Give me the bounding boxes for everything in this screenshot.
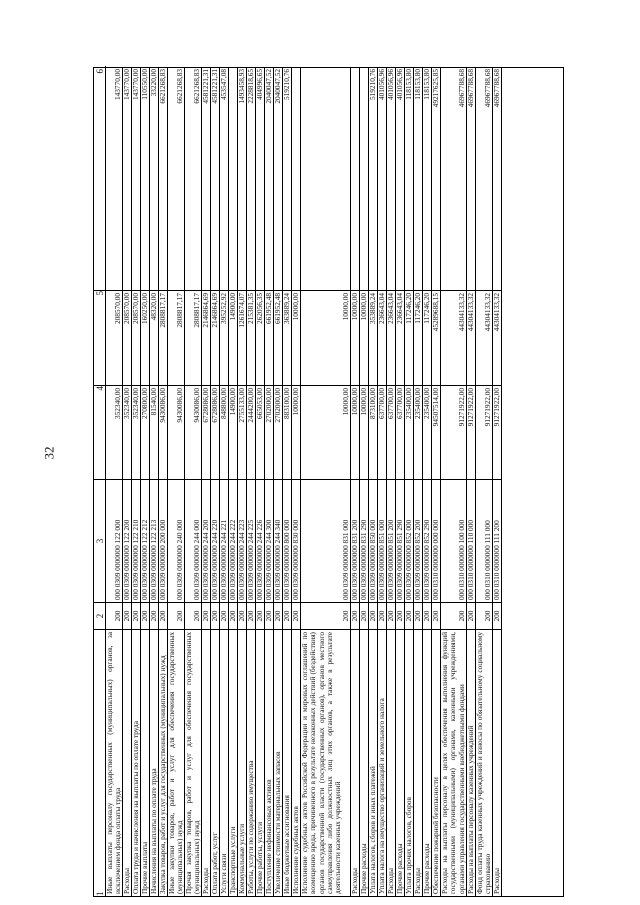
row-remaining-amount-cell: 118153,80: [422, 69, 431, 100]
row-approved-amount-cell: 665053,00: [256, 385, 264, 479]
row-budget-code-cell: 000 0309 0000000 200 000: [159, 479, 167, 602]
row-remaining-amount-cell: 453547,08: [219, 69, 228, 101]
row-name-cell: Расходы на выплаты персоналу казенных учреждений: [467, 629, 475, 896]
row-approved-amount-cell: 10000,00: [351, 385, 359, 479]
row-line-code-cell: 200: [265, 602, 273, 629]
row-name-cell: Фонд оплаты труда казенных учреждений и взносы по обязательному социальному страхованию: [476, 629, 492, 896]
row-remaining-amount-cell: 110550,00: [140, 69, 149, 100]
row-executed-amount-cell: 44304133,32: [476, 290, 492, 385]
row-remaining-amount-cell: 519210,76: [368, 69, 377, 101]
row-line-code-cell: 200: [123, 602, 131, 629]
row-approved-amount-cell: 94507514,00: [432, 385, 440, 479]
row-approved-amount-cell: 91271922,00: [441, 385, 466, 479]
row-line-code-cell: 200: [141, 602, 149, 629]
row-line-code-cell: 200: [467, 602, 475, 629]
row-budget-code-cell: 000 0309 0000000 244 225: [247, 479, 255, 602]
row-remaining-amount-cell: 2228818,65: [246, 69, 255, 104]
row-budget-code-cell: 000 0309 0000000 244 223: [238, 479, 246, 602]
row-budget-code-cell: 000 0310 0000000 111 200: [493, 479, 501, 602]
row-executed-amount-cell: 661952,48: [265, 290, 273, 385]
row-approved-amount-cell: 873100,00: [369, 385, 377, 479]
row-line-code-cell: 200: [441, 602, 466, 629]
table-row: [387, 68, 396, 896]
row-name-cell: Прочие расходы: [360, 629, 368, 896]
row-remaining-amount-cell: 46967788,68: [456, 69, 466, 108]
row-remaining-amount-cell: 519210,76: [282, 69, 291, 101]
table-row: [493, 68, 502, 896]
row-line-code-cell: 200: [360, 602, 368, 629]
table-row: [132, 68, 141, 896]
column-header-5: 5: [94, 290, 106, 385]
row-budget-code-cell: 000 0309 0000000 851 200: [387, 479, 395, 602]
row-approved-amount-cell: 14900,00: [229, 385, 237, 479]
row-approved-amount-cell: 235400,00: [423, 385, 431, 479]
row-line-code-cell: 200: [351, 602, 359, 629]
row-line-code-cell: 200: [106, 602, 122, 629]
row-remaining-amount-cell: 2040047,52: [264, 69, 273, 104]
row-budget-code-cell: 000 0309 0000000 830 000: [292, 479, 300, 602]
row-approved-amount-cell: 637700,00: [378, 385, 386, 479]
row-name-cell: Оплата труда и начисления на выплаты по оплате труда: [132, 629, 140, 896]
table-row: [283, 68, 292, 896]
row-remaining-amount-cell: 143770,00: [112, 69, 122, 101]
row-remaining-amount-cell: 46967788,68: [466, 69, 475, 108]
table-row: [185, 68, 202, 896]
row-name-cell: Закупка товаров, работ и услуг для государственных (муниципальных) нужд: [159, 629, 167, 896]
column-header-2: 2: [94, 602, 106, 629]
row-remaining-amount-cell: [351, 66, 359, 290]
row-executed-amount-cell: 2808817,17: [168, 290, 184, 385]
row-executed-amount-cell: 117246,20: [405, 290, 413, 385]
row-executed-amount-cell: 160250,00: [141, 290, 149, 385]
row-executed-amount-cell: 14900,00: [229, 290, 237, 385]
row-executed-amount-cell: 48320,00: [150, 290, 158, 385]
row-line-code-cell: 200: [150, 602, 158, 629]
row-line-code-cell: 200: [132, 602, 140, 629]
row-executed-amount-cell: 236643,04: [378, 290, 386, 385]
row-executed-amount-cell: 395252,92: [220, 290, 228, 385]
row-name-cell: Расходы на выплаты персоналу в целях обеспечения выполнения функций государственными (муниципальными) органами, казенными учреждениями, органами управления государственными внебюджетными фондами: [441, 629, 466, 896]
row-line-code-cell: 200: [301, 602, 350, 629]
row-approved-amount-cell: 2755133,00: [238, 385, 246, 479]
table-row: [106, 68, 123, 896]
table-row: [256, 68, 265, 896]
row-budget-code-cell: 000 0309 0000000 244 221: [220, 479, 228, 602]
row-remaining-amount-cell: 143770,00: [122, 69, 131, 101]
row-executed-amount-cell: 1261674,07: [238, 290, 246, 385]
table-row: [229, 68, 238, 896]
row-approved-amount-cell: 2702000,00: [265, 385, 273, 479]
row-remaining-amount-cell: 401056,96: [395, 69, 404, 101]
row-remaining-amount-cell: 6621268,83: [174, 69, 184, 104]
row-remaining-amount-cell: 49217625,85: [431, 69, 440, 108]
row-name-cell: Расходы: [387, 629, 395, 896]
table-row: [211, 68, 220, 896]
row-name-cell: Начисления на выплаты по оплате труда: [150, 629, 158, 896]
row-executed-amount-cell: 44304133,32: [441, 290, 466, 385]
row-remaining-amount-cell: [292, 66, 300, 290]
row-budget-code-cell: 000 0309 0000000 852 000: [405, 479, 413, 602]
row-budget-code-cell: 000 0309 0000000 244 200: [202, 479, 210, 602]
row-name-cell: Оплата работ, услуг: [211, 629, 219, 896]
row-executed-amount-cell: 10000,00: [301, 290, 350, 385]
row-line-code-cell: 200: [423, 602, 431, 629]
row-name-cell: Иные выплаты персоналу государственных (муниципальных) органов, за исключением фонда оплаты труда: [106, 629, 122, 896]
row-line-code-cell: 200: [493, 602, 501, 629]
table-row: [351, 68, 360, 896]
column-header-1: 1: [94, 629, 106, 896]
row-budget-code-cell: 000 0309 0000000 244 000: [185, 479, 201, 602]
row-approved-amount-cell: 270800,00: [141, 385, 149, 479]
row-remaining-amount-cell: 2040047,52: [273, 69, 282, 104]
row-remaining-amount-cell: 1493458,93: [237, 69, 246, 104]
row-line-code-cell: 200: [211, 602, 219, 629]
row-name-cell: Уплата налогов, сборов и иных платежей: [369, 629, 377, 896]
row-approved-amount-cell: 637700,00: [396, 385, 404, 479]
row-remaining-amount-cell: 143770,00: [131, 69, 140, 101]
row-remaining-amount-cell: 401056,96: [377, 69, 386, 101]
column-header-3: 3: [94, 479, 106, 602]
row-name-cell: Расходы: [414, 629, 422, 896]
row-budget-code-cell: 000 0310 0000000 111 000: [476, 479, 492, 602]
row-name-cell: Расходы: [202, 629, 210, 896]
row-line-code-cell: 200: [229, 602, 237, 629]
row-line-code-cell: 200: [247, 602, 255, 629]
row-budget-code-cell: 000 0309 0000000 852 200: [414, 479, 422, 602]
row-approved-amount-cell: 10000,00: [301, 385, 350, 479]
row-line-code-cell: 200: [292, 602, 300, 629]
row-budget-code-cell: 000 0309 0000000 850 000: [369, 479, 377, 602]
row-line-code-cell: 200: [220, 602, 228, 629]
row-approved-amount-cell: 6728086,00: [211, 385, 219, 479]
row-name-cell: Иные бюджетные ассигнования: [283, 629, 291, 896]
row-line-code-cell: 200: [159, 602, 167, 629]
table-row: [396, 68, 405, 896]
row-approved-amount-cell: 91271922,00: [493, 385, 501, 479]
table-row: [423, 68, 432, 896]
row-executed-amount-cell: 363889,24: [283, 290, 291, 385]
row-executed-amount-cell: 262056,35: [256, 290, 264, 385]
row-name-cell: Обеспечение пожарной безопасности: [432, 629, 440, 896]
table-row: [202, 68, 211, 896]
row-remaining-amount-cell: 118153,80: [404, 69, 413, 100]
row-executed-amount-cell: 208570,00: [123, 290, 131, 385]
budget-table: [93, 67, 564, 897]
row-budget-code-cell: 000 0309 0000000 240 000: [168, 479, 184, 602]
row-approved-amount-cell: 235400,00: [414, 385, 422, 479]
row-line-code-cell: 200: [405, 602, 413, 629]
row-name-cell: Прочие расходы: [423, 629, 431, 896]
row-budget-code-cell: 000 0309 0000000 831 200: [351, 479, 359, 602]
row-line-code-cell: 200: [185, 602, 201, 629]
row-name-cell: Увеличение стоимости материальных запасов: [274, 629, 282, 896]
row-approved-amount-cell: 9430086,00: [168, 385, 184, 479]
table-row: [301, 68, 351, 896]
row-remaining-amount-cell: [301, 66, 350, 290]
row-remaining-amount-cell: 118153,80: [413, 69, 422, 100]
row-line-code-cell: 200: [396, 602, 404, 629]
row-line-code-cell: 200: [168, 602, 184, 629]
row-approved-amount-cell: 91271922,00: [467, 385, 475, 479]
table-row: [378, 68, 387, 896]
table-row: [414, 68, 423, 896]
row-line-code-cell: 200: [378, 602, 386, 629]
row-remaining-amount-cell: [360, 66, 368, 290]
row-budget-code-cell: 000 0309 0000000 851 290: [396, 479, 404, 602]
row-executed-amount-cell: 45289688,15: [432, 290, 440, 385]
row-approved-amount-cell: 352340,00: [123, 385, 131, 479]
row-approved-amount-cell: 235400,00: [405, 385, 413, 479]
row-budget-code-cell: 000 0309 0000000 244 220: [211, 479, 219, 602]
row-executed-amount-cell: 10000,00: [351, 290, 359, 385]
row-approved-amount-cell: 81540,00: [150, 385, 158, 479]
row-budget-code-cell: 000 0309 0000000 122 212: [141, 479, 149, 602]
row-approved-amount-cell: 91271922,00: [476, 385, 492, 479]
row-approved-amount-cell: 883100,00: [283, 385, 291, 479]
row-executed-amount-cell: 661952,48: [274, 290, 282, 385]
row-name-cell: Услуги связи: [220, 629, 228, 896]
row-executed-amount-cell: 117246,20: [414, 290, 422, 385]
row-remaining-amount-cell: 4581221,31: [201, 69, 210, 104]
row-name-cell: Поступление нефинансовых активов: [265, 629, 273, 896]
row-remaining-amount-cell: 46967788,68: [492, 69, 501, 108]
row-budget-code-cell: 000 0309 0000000 244 222: [229, 479, 237, 602]
row-line-code-cell: 200: [283, 602, 291, 629]
row-approved-amount-cell: 352340,00: [106, 385, 122, 479]
row-approved-amount-cell: 6728086,00: [202, 385, 210, 479]
row-approved-amount-cell: 10000,00: [292, 385, 300, 479]
row-budget-code-cell: 000 0309 0000000 831 000: [301, 479, 350, 602]
row-budget-code-cell: 000 0309 0000000 122 000: [106, 479, 122, 602]
row-name-cell: Прочие расходы: [396, 629, 404, 896]
row-name-cell: Исполнение судебных актов: [292, 629, 300, 896]
table-row: [168, 68, 185, 896]
row-name-cell: Работы, услуги по содержанию имущества: [247, 629, 255, 896]
row-approved-amount-cell: 848800,00: [220, 385, 228, 479]
row-line-code-cell: 200: [476, 602, 492, 629]
row-executed-amount-cell: 353889,24: [369, 290, 377, 385]
row-remaining-amount-cell: 4581221,31: [210, 69, 219, 104]
table-row: [220, 68, 229, 896]
row-executed-amount-cell: 236643,04: [387, 290, 395, 385]
row-budget-code-cell: 000 0309 0000000 851 000: [378, 479, 386, 602]
row-line-code-cell: 200: [274, 602, 282, 629]
row-budget-code-cell: 000 0309 0000000 244 300: [265, 479, 273, 602]
row-remaining-amount-cell: 6621268,83: [191, 69, 201, 104]
row-budget-code-cell: 000 0309 0000000 244 226: [256, 479, 264, 602]
row-approved-amount-cell: 9430086,00: [159, 385, 167, 479]
row-budget-code-cell: 000 0309 0000000 122 200: [123, 479, 131, 602]
row-approved-amount-cell: 2444200,00: [247, 385, 255, 479]
row-executed-amount-cell: 215381,35: [247, 290, 255, 385]
row-executed-amount-cell: 2808817,17: [159, 290, 167, 385]
row-executed-amount-cell: 117246,20: [423, 290, 431, 385]
row-line-code-cell: 200: [256, 602, 264, 629]
row-budget-code-cell: 000 0309 0000000 800 000: [283, 479, 291, 602]
row-executed-amount-cell: 236643,04: [396, 290, 404, 385]
row-name-cell: Прочие выплаты: [141, 629, 149, 896]
row-name-cell: Расходы: [351, 629, 359, 896]
row-line-code-cell: 200: [387, 602, 395, 629]
row-executed-amount-cell: 10000,00: [360, 290, 368, 385]
row-budget-code-cell: 000 0310 0000000 110 000: [467, 479, 475, 602]
row-line-code-cell: 200: [369, 602, 377, 629]
row-executed-amount-cell: 208570,00: [132, 290, 140, 385]
row-approved-amount-cell: 2702000,00: [274, 385, 282, 479]
row-line-code-cell: 200: [202, 602, 210, 629]
row-name-cell: Транспортные услуги: [229, 629, 237, 896]
row-executed-amount-cell: 208570,00: [106, 290, 122, 385]
row-line-code-cell: 200: [414, 602, 422, 629]
row-name-cell: Прочие работы, услуги: [256, 629, 264, 896]
row-name-cell: Коммунальные услуги: [238, 629, 246, 896]
row-executed-amount-cell: 2146864,69: [202, 290, 210, 385]
column-header-4: 4: [94, 385, 106, 479]
row-remaining-amount-cell: 401056,96: [386, 69, 395, 101]
row-executed-amount-cell: 2146864,69: [211, 290, 219, 385]
row-budget-code-cell: 000 0309 0000000 852 290: [423, 479, 431, 602]
row-executed-amount-cell: 44304133,32: [467, 290, 475, 385]
row-remaining-amount-cell: 6621268,83: [158, 69, 167, 104]
row-line-code-cell: 200: [238, 602, 246, 629]
row-budget-code-cell: 000 0310 0000000 100 000: [441, 479, 466, 602]
table-row: [441, 68, 467, 896]
row-remaining-amount-cell: 46967788,68: [482, 69, 492, 108]
row-budget-code-cell: 000 0309 0000000 122 213: [150, 479, 158, 602]
row-name-cell: Прочая закупка товаров, работ и услуг для обеспечения государственных (муниципальных) нужд: [185, 629, 201, 896]
row-name-cell: Исполнение судебных актов Российской Федерации и мировых соглашений по возмещению вреда, причиненного в результате незаконных действий (бездействия) органов государственной власти (государственных органов), органов местного самоуправления либо должностных лиц этих органов, а также в результате деятельности казенных учреждений: [301, 629, 350, 896]
row-approved-amount-cell: 9430086,00: [185, 385, 201, 479]
table-row: [274, 68, 283, 896]
row-approved-amount-cell: 352340,00: [132, 385, 140, 479]
row-name-cell: Расходы: [493, 629, 501, 896]
table-row: [405, 68, 414, 896]
row-approved-amount-cell: 637700,00: [387, 385, 395, 479]
column-header-6: 6: [94, 66, 106, 290]
row-name-cell: Уплата прочих налогов, сборов: [405, 629, 413, 896]
page-number: 32: [41, 446, 57, 460]
row-executed-amount-cell: 10000,00: [292, 290, 300, 385]
row-approved-amount-cell: 10000,00: [360, 385, 368, 479]
row-remaining-amount-cell: 404996,65: [255, 69, 264, 101]
row-line-code-cell: 200: [432, 602, 440, 629]
row-budget-code-cell: 000 0309 0000000 831 290: [360, 479, 368, 602]
row-budget-code-cell: 000 0309 0000000 244 340: [274, 479, 282, 602]
row-executed-amount-cell: 2808817,17: [185, 290, 201, 385]
row-remaining-amount-cell: 33220,00: [149, 69, 158, 97]
row-budget-code-cell: 000 0309 0000000 122 210: [132, 479, 140, 602]
row-budget-code-cell: 000 0310 0000000 000 000: [432, 479, 440, 602]
row-name-cell: Иные закупки товаров, работ и услуг для обеспечения государственных (муниципальных) нужд: [168, 629, 184, 896]
table-row: [476, 68, 493, 896]
row-name-cell: Расходы: [123, 629, 131, 896]
row-remaining-amount-cell: [229, 66, 237, 290]
row-executed-amount-cell: 44304133,32: [493, 290, 501, 385]
row-name-cell: Уплата налога на имущество организаций и земельного налога: [378, 629, 386, 896]
table-row: [247, 68, 256, 896]
